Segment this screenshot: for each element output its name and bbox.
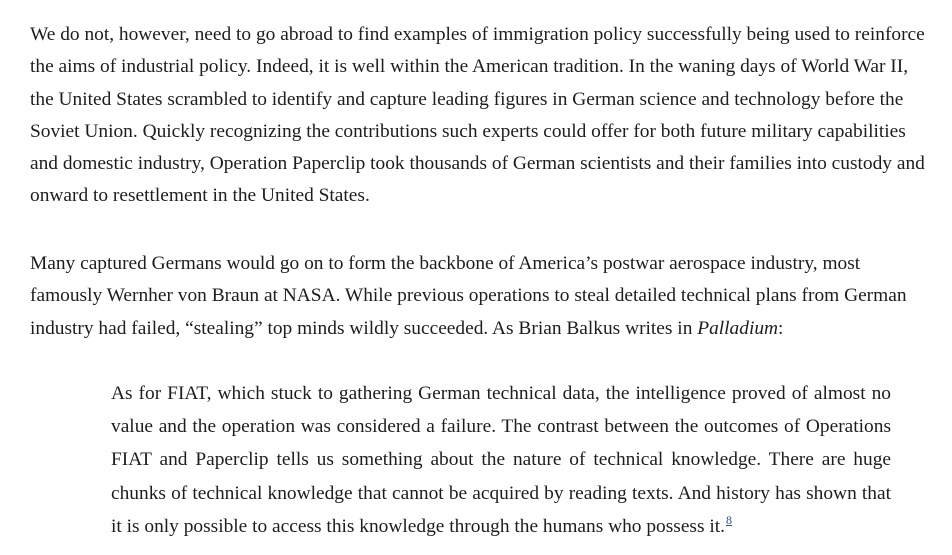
blockquote-text: As for FIAT, which stuck to gathering German technical data, the intelligence proved of almost no value and the operation was considered a failure. The contrast between the outcomes of Operations FIAT and Paperclip tells us something about the nature of technical knowledge. There are huge chunks of technical knowledge that cannot be acquired by reading texts. And history has shown that it is only possible to access this knowledge through the humans who possess it.	[111, 383, 891, 537]
publication-title: Palladium	[697, 317, 779, 339]
paragraph-operation-paperclip: We do not, however, need to go abroad to find examples of immigration policy successfully being used to reinforce the aims of industrial policy. Indeed, it is well within the American tradition. In the waning days of World War II, the United States scrambled to identify and capture leading figures in German science and technology before the Soviet Union. Quickly recognizing the contributions such experts could offer for both future military capabilities and domestic industry, Operation Paperclip took thousands of German scientists and their families into custody and onward to resettlement in the United States.	[30, 24, 925, 207]
paragraph-captured-germans	[30, 248, 935, 345]
paragraph-text: Many captured Germans would go on to form the backbone of America’s postwar aerospace industry, most famously Wernher von Braun at NASA. While previous operations to steal detailed technical plans from German industry had failed, “stealing” top minds wildly succeeded. As Brian Balkus writes in	[30, 253, 907, 339]
footnote-link[interactable]: 8	[726, 512, 732, 527]
blockquote	[111, 377, 891, 543]
paragraph-colon: :	[778, 317, 784, 339]
article-body	[30, 19, 935, 345]
